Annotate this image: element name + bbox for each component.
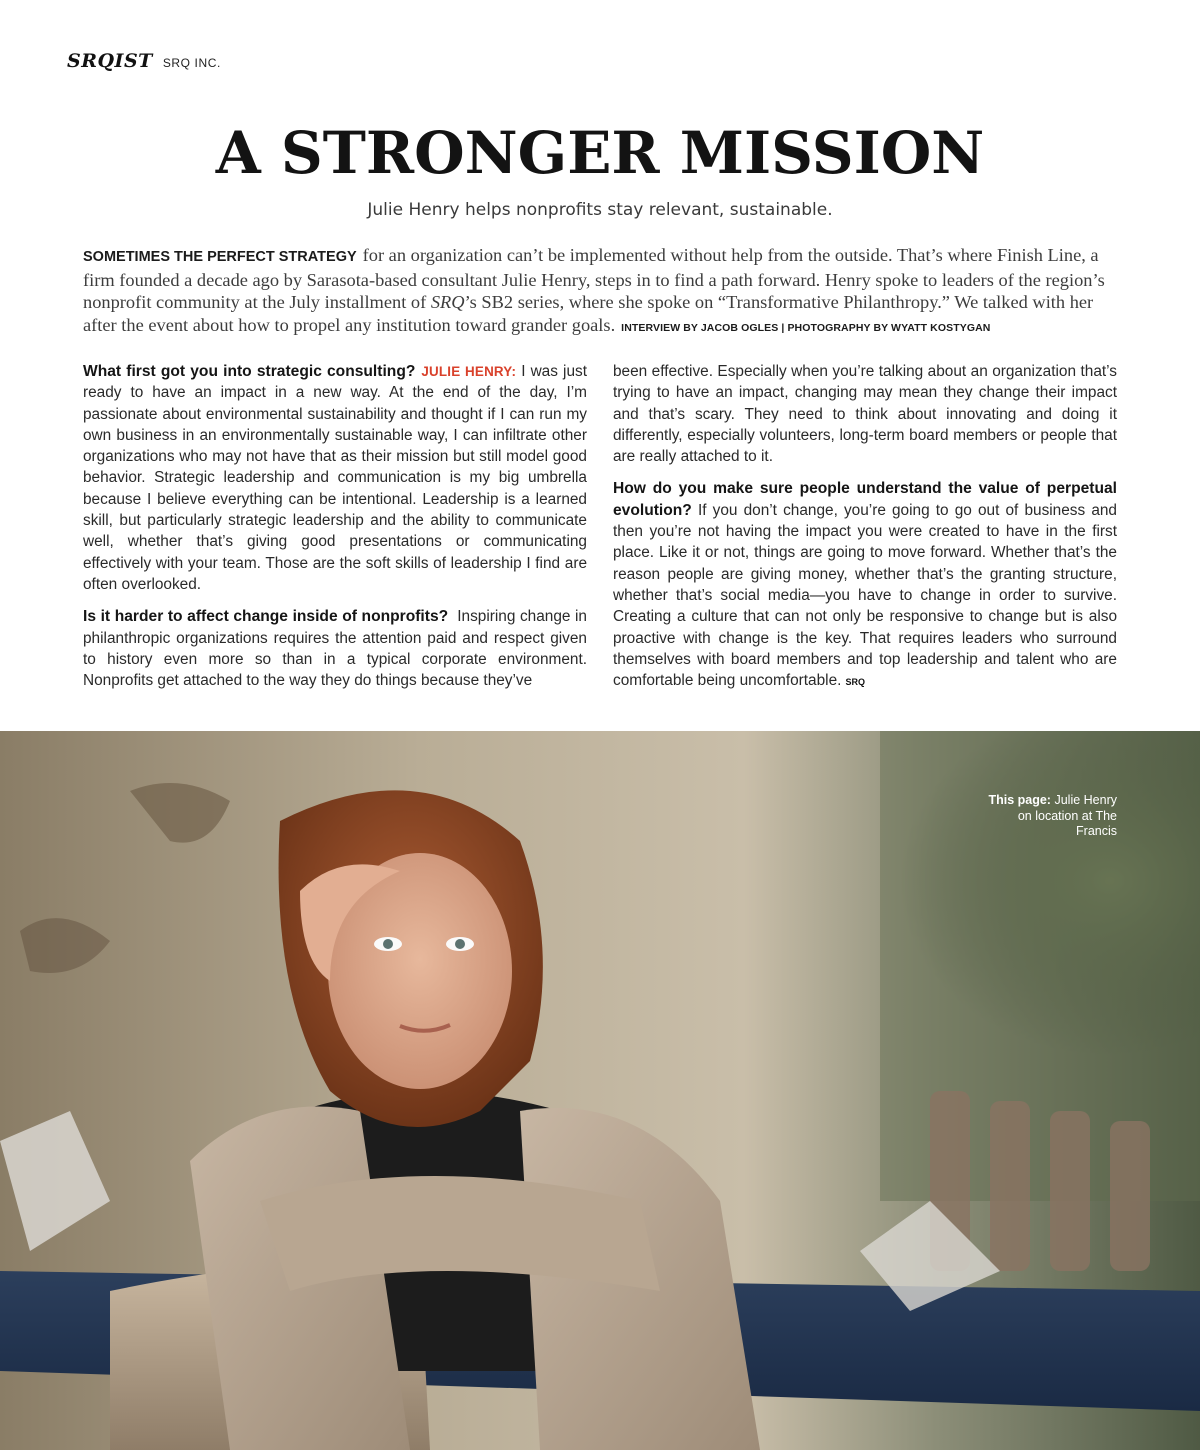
photo-caption: [987, 793, 1117, 840]
answer-2-part-1: Inspiring change in philanthropic organizations requires the attention paid and respect given to history even more so than in a typical corporate environment. Nonprofits get attached to the way they do things because they’ve: [83, 608, 587, 690]
article-column-right: [613, 361, 1117, 704]
article-column-left: [83, 361, 587, 702]
article-intro: [83, 244, 1117, 339]
intro-text-2: ’s SB2 series, where she spoke on “Transformative Philanthropy.” We talked with her after the event about how to propel any institution toward grander goals.: [83, 292, 1094, 335]
intro-text-italic: SRQ: [430, 292, 465, 312]
folio-header: [67, 50, 221, 72]
question-2: Is it harder to affect change inside of nonprofits?: [83, 608, 449, 626]
article-headline: A STRONGER MISSION: [215, 119, 985, 187]
answer-1: I was just ready to have an impact in a new way. At the end of the day, I’m passionate about environmental sustainability and thought if I can run my own business in an environmentally sustainable way, I can infiltrate other organizations who may not have that as their mission but still model good behavior. Strategic leadership and communication is my big umbrella because I believe everything can be intentional. Leadership is a learned skill, but particularly strategic leadership and the ability to communicate well, whether that’s giving good presentations or communicating effectively with your team. Those are the soft skills of leadership I find are often overlooked.: [83, 363, 587, 593]
caption-text: Julie Henry on location at The Francis: [1017, 793, 1117, 838]
end-mark: SRQ: [845, 677, 865, 688]
article-subhead: Julie Henry helps nonprofits stay relevant, sustainable.: [367, 200, 833, 220]
speaker-label: JULIE HENRY:: [421, 364, 517, 379]
answer-2-part-2: been effective. Especially when you’re talking about an organization that’s trying to have an impact, changing may mean they change their impact and that’s scary. They need to think about innovating and doing it differently, especially volunteers, long-term board members or people that are really attached to it.: [613, 363, 1117, 466]
question-3: How do you make sure people understand the value of perpetual evolution?: [613, 480, 1117, 519]
answer-2-continued: [613, 361, 1117, 467]
intro-text-1: for an organization can’t be implemented without help from the outside. That’s where Finish Line, a firm founded a decade ago by Sarasota-based consultant Julie Henry, steps in to find a path forward. Henry spoke to leaders of the region’s nonprofit community at the July installment of: [83, 245, 1105, 312]
byline-credit: INTERVIEW BY JACOB OGLES | PHOTOGRAPHY BY WYATT KOSTYGAN: [621, 321, 991, 334]
answer-3: If you don’t change, you’re going to go out of business and then you’re not having the impact you were created to have in the first place. Like it or not, things are going to move forward. Whether that’s the reason people are giving money, whether that’s the granting structure, whether that’s social media—you have to change in order to survive. Creating a culture that can not only be responsive to change but is also proactive with change is the key. That requires leaders who surround themselves with board members and top leadership and talent who are comfortable being uncomfortable.: [613, 501, 1117, 690]
question-1: What first got you into strategic consulting?: [83, 363, 416, 380]
qa-block-1: [83, 361, 587, 595]
qa-block-3: [613, 478, 1117, 693]
intro-lead: SOMETIMES THE PERFECT STRATEGY: [83, 249, 357, 265]
magazine-brand: SRQIST: [67, 50, 153, 72]
section-name: SRQ INC.: [162, 56, 221, 70]
caption-label: This page:: [988, 793, 1051, 807]
qa-block-2: [83, 606, 587, 691]
